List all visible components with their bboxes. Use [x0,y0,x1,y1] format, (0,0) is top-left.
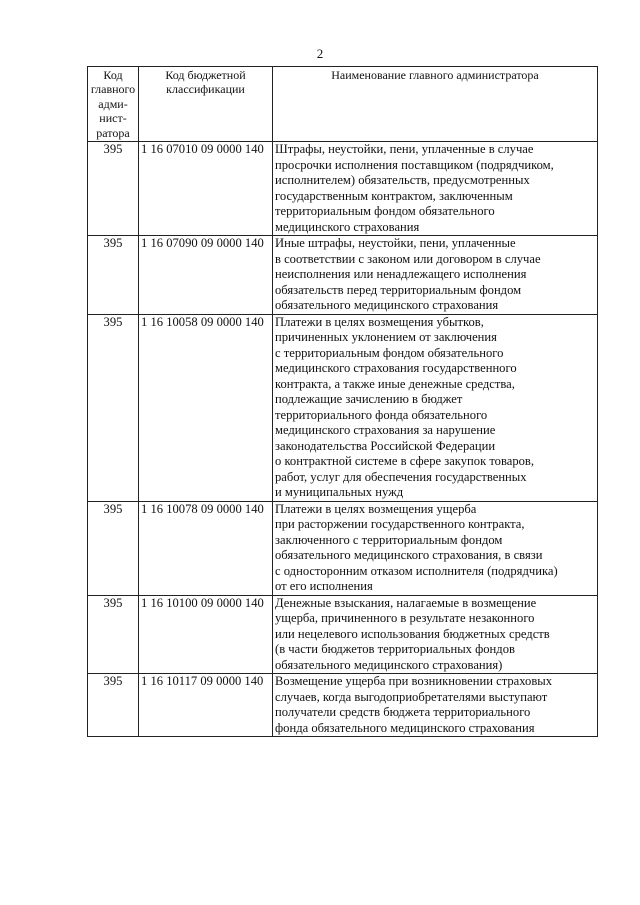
name-line: в соответствии с законом или договором в случае [275,251,541,266]
name-line: фонда обязательного медицинского страхования [275,720,535,735]
name-line: обязательного медицинского страхования [275,298,499,313]
admin-code-cell: 395 [88,236,139,315]
budget-code-cell: 1 16 10100 09 0000 140 [139,595,273,674]
header-line: Код [103,68,123,82]
name-line: Платежи в целях возмещения ущерба [275,501,477,516]
administrator-name-cell [273,236,598,315]
name-line: просрочки исполнения поставщиком (подрядчиком, [275,157,554,172]
table-header-row [88,67,598,142]
header-line: классификации [166,82,245,97]
header-line: Наименование главного администратора [331,68,539,82]
table-row [88,595,598,674]
name-line: (в части бюджетов территориальных фондов [275,642,515,657]
budget-code-cell: 1 16 10058 09 0000 140 [139,314,273,501]
header-administrator-name [273,67,598,142]
name-line: от его исполнения [275,579,373,594]
name-line: причиненных уклонением от заключения [275,330,497,345]
name-line: территориального фонда обязательного [275,407,488,422]
name-line: с территориальным фондом обязательного [275,345,504,360]
table-row [88,674,598,737]
name-line: о контрактной системе в сфере закупок товаров, [275,454,535,469]
admin-code-cell: 395 [88,674,139,737]
budget-code-cell: 1 16 07090 09 0000 140 [139,236,273,315]
name-line: территориальным фондом обязательного [275,204,495,219]
administrator-name-cell [273,674,598,737]
name-line: обязательного медицинского страхования, в связи [275,548,543,563]
name-line: работ, услуг для обеспечения государственных [275,469,527,484]
header-line: ратора [96,125,130,140]
name-line: исполнителем) обязательств, предусмотренных [275,173,530,188]
name-line: с односторонним отказом исполнителя (подрядчика) [275,563,558,578]
header-line: нист- [99,111,127,126]
name-line: или нецелевого использования бюджетных средств [275,626,550,641]
header-budget-code [139,67,273,142]
name-line: обязательств перед территориальным фондом [275,282,522,297]
name-line: случаев, когда выгодоприобретателями выступают [275,689,548,704]
table-body [88,142,598,737]
name-line: при расторжении государственного контракта, [275,517,525,532]
name-line: Денежные взыскания, налагаемые в возмещение [275,595,537,610]
name-line: обязательного медицинского страхования) [275,657,503,672]
name-line: подлежащие зачислению в бюджет [275,392,463,407]
name-line: Иные штрафы, неустойки, пени, уплаченные [275,236,516,251]
table-row [88,501,598,595]
administrator-name-cell [273,501,598,595]
budget-code-cell: 1 16 10078 09 0000 140 [139,501,273,595]
name-line: неисполнения или ненадлежащего исполнения [275,267,527,282]
admin-code-cell: 395 [88,314,139,501]
table-row [88,236,598,315]
name-line: медицинского страхования за нарушение [275,423,496,438]
name-line: Штрафы, неустойки, пени, уплаченные в случае [275,142,534,157]
name-line: Возмещение ущерба при возникновении страховых [275,674,553,689]
header-line: адми- [98,96,128,111]
admin-code-cell: 395 [88,595,139,674]
name-line: государственным контрактом, заключенным [275,188,513,203]
name-line: получатели средств бюджета территориального [275,705,531,720]
admin-code-cell: 395 [88,142,139,236]
name-line: контракта, а также иные денежные средства, [275,376,515,391]
header-line: главного [90,82,136,97]
table-row [88,314,598,501]
name-line: медицинского страхования [275,219,420,234]
table-row [88,142,598,236]
page-number: 2 [316,46,324,61]
budget-code-cell: 1 16 07010 09 0000 140 [139,142,273,236]
name-line: заключенного с территориальным фондом [275,532,503,547]
name-line: и муниципальных нужд [275,485,404,500]
administrator-name-cell [273,595,598,674]
name-line: ущерба, причиненного в результате незаконного [275,611,535,626]
administrator-name-cell [273,142,598,236]
header-admin-code [88,67,139,142]
name-line: Платежи в целях возмещения убытков, [275,314,484,329]
header-line: Код бюджетной [165,68,246,82]
name-line: медицинского страхования государственного [275,361,517,376]
administrator-name-cell [273,314,598,501]
budget-administrators-table [87,66,598,737]
budget-code-cell: 1 16 10117 09 0000 140 [139,674,273,737]
name-line: законодательства Российской Федерации [275,438,496,453]
admin-code-cell: 395 [88,501,139,595]
